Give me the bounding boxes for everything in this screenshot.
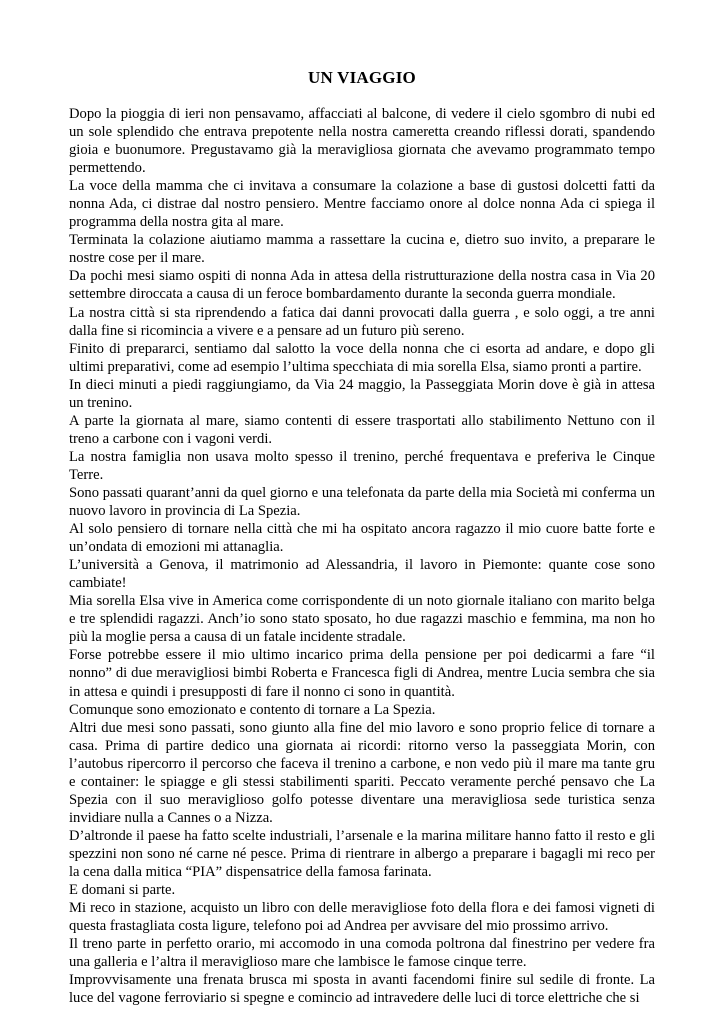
- paragraph: Il treno parte in perfetto orario, mi accomodo in una comoda poltrona dal finestrino per vedere fra una galleria e l’altra il meraviglioso mare che lambisce le famose cinque terre.: [69, 936, 655, 971]
- paragraph: D’altronde il paese ha fatto scelte industriali, l’arsenale e la marina militare hanno fatto il resto e gli spezzini non sono né carne né pesce. Prima di rientrare in albergo a preparare i bagagli mi reco per la cena dalla mitica “PIA” dispensatrice della famosa farinata.: [69, 827, 655, 880]
- paragraph: La nostra città si sta riprendendo a fatica dai danni provocati dalla guerra , e solo oggi, a tre anni dalla fine si ricomincia a vivere e a pensare ad un futuro più sereno.: [69, 304, 655, 339]
- paragraph: Da pochi mesi siamo ospiti di nonna Ada in attesa della ristrutturazione della nostra casa in Via 20 settembre diroccata a causa di un feroce bombardamento durante la seconda guerra mondiale.: [69, 268, 655, 303]
- paragraph: Al solo pensiero di tornare nella città che mi ha ospitato ancora ragazzo il mio cuore batte forte e un’ondata di emozioni mi attanaglia.: [69, 521, 655, 556]
- paragraph: A parte la giornata al mare, siamo contenti di essere trasportati allo stabilimento Nettuno con il treno a carbone con i vagoni verdi.: [69, 412, 655, 447]
- paragraph: Altri due mesi sono passati, sono giunto alla fine del mio lavoro e sono proprio felice di tornare a casa. Prima di partire dedico una giornata ai ricordi: ritorno verso la passeggiata Morin, con l’autobus ripercorro il percorso che faceva il trenino a carbone, e non vedo più il mare ma tante gru e container: le spiagge e gli stessi stabilimenti spariti. Peccato veramente perché pensavo che La Spezia con il suo meraviglioso golfo potesse diventare una meravigliosa sede turistica senza invidiare nulla a Cannes o a Nizza.: [69, 719, 655, 826]
- paragraph: In dieci minuti a piedi raggiungiamo, da Via 24 maggio, la Passeggiata Morin dove è già in attesa un trenino.: [69, 376, 655, 411]
- paragraph: Terminata la colazione aiutiamo mamma a rassettare la cucina e, dietro suo invito, a preparare le nostre cose per il mare.: [69, 232, 655, 267]
- paragraph: La voce della mamma che ci invitava a consumare la colazione a base di gustosi dolcetti fatti da nonna Ada, ci distrae dal nostro pensiero. Mentre facciamo onore al dolce nonna Ada ci spiega il programma della nostra gita al mare.: [69, 178, 655, 231]
- paragraph: E domani si parte.: [69, 882, 176, 899]
- paragraph: Improvvisamente una frenata brusca mi sposta in avanti facendomi finire sul sedile di fronte. La luce del vagone ferroviario si spegne e comincio ad intravedere delle luci di torce elettriche che si: [69, 972, 655, 1007]
- paragraph: Finito di prepararci, sentiamo dal salotto la voce della nonna che ci esorta ad andare, e dopo gli ultimi preparativi, come ad esempio l’ultima specchiata di mia sorella Elsa, siamo pronti a partire.: [69, 340, 655, 375]
- document-body: [69, 105, 655, 1007]
- paragraph: Forse potrebbe essere il mio ultimo incarico prima della pensione per poi dedicarmi a fare “il nonno” di due meravigliosi bimbi Roberta e Francesca figli di Andrea, mentre Lucia sembra che sia in attesa e quindi i presupposti di fare il nonno ci sono in quantità.: [69, 647, 655, 700]
- paragraph: Dopo la pioggia di ieri non pensavamo, affacciati al balcone, di vedere il cielo sgombro di nubi ed un sole splendido che entrava prepotente nella nostra cameretta creando riflessi dorati, spandendo gioia e buonumore. Pregustavamo già la meravigliosa giornata che avevamo programmato tempo permettendo.: [69, 106, 655, 177]
- paragraph: L’università a Genova, il matrimonio ad Alessandria, il lavoro in Piemonte: quante cose sono cambiate!: [69, 557, 655, 592]
- paragraph: Mia sorella Elsa vive in America come corrispondente di un noto giornale italiano con marito belga e tre splendidi ragazzi. Anch’io sono stato sposato, ho due ragazzi maschio e femmina, ma non ho più la moglie persa a causa di un fatale incidente stradale.: [69, 593, 655, 646]
- paragraph: Comunque sono emozionato e contento di tornare a La Spezia.: [69, 701, 436, 718]
- paragraph: Sono passati quarant’anni da quel giorno e una telefonata da parte della mia Società mi conferma un nuovo lavoro in provincia di La Spezia.: [69, 484, 655, 520]
- document-title: UN VIAGGIO: [308, 68, 416, 87]
- paragraph: La nostra famiglia non usava molto spesso il trenino, perché frequentava e preferiva le Cinque Terre.: [69, 448, 655, 483]
- paragraph: Mi reco in stazione, acquisto un libro con delle meravigliose foto della flora e dei famosi vigneti di questa frastagliata costa ligure, telefono poi ad Andrea per avvisare del mio prossimo arrivo.: [69, 900, 655, 935]
